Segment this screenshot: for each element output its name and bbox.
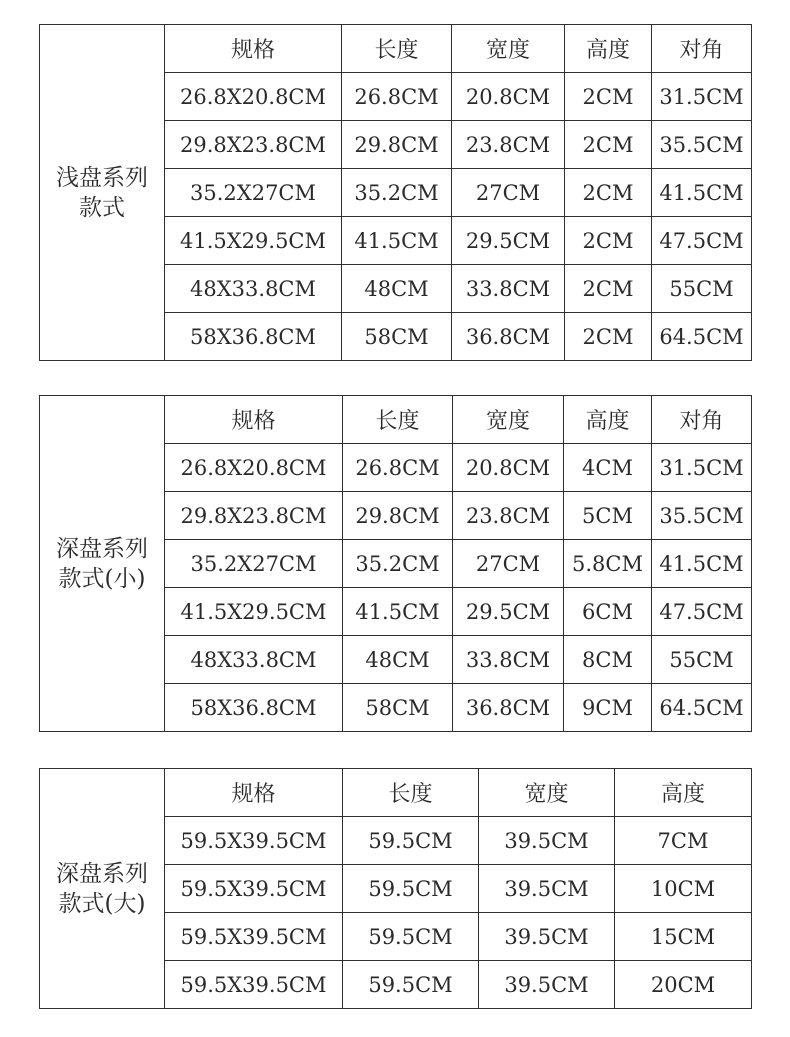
cell-length: 26.8CM: [342, 73, 452, 121]
series-label: [40, 769, 165, 1009]
cell-height: 6CM: [564, 588, 652, 636]
cell-length: 58CM: [342, 313, 452, 361]
table-header-row: [40, 396, 752, 444]
cell-height: 20CM: [615, 961, 752, 1009]
cell-width: 27CM: [452, 169, 565, 217]
cell-width: 23.8CM: [453, 492, 564, 540]
cell-length: 48CM: [342, 265, 452, 313]
cell-length: 41.5CM: [342, 217, 452, 265]
header-height: 高度: [615, 769, 752, 817]
cell-length: 26.8CM: [343, 444, 453, 492]
cell-width: 33.8CM: [452, 265, 565, 313]
cell-width: 39.5CM: [479, 913, 615, 961]
cell-spec: 48X33.8CM: [165, 265, 342, 313]
header-spec: 规格: [165, 25, 342, 73]
cell-height: 2CM: [565, 73, 652, 121]
cell-height: 4CM: [564, 444, 652, 492]
cell-width: 36.8CM: [453, 684, 564, 732]
series-label-line1: 深盘系列: [56, 860, 148, 887]
cell-height: 9CM: [564, 684, 652, 732]
series-label-line2: 款式(小): [58, 565, 146, 592]
header-diagonal: 对角: [652, 25, 752, 73]
deep-tray-large-spec-table: [39, 768, 752, 1009]
header-height: 高度: [564, 396, 652, 444]
cell-spec: 41.5X29.5CM: [165, 588, 343, 636]
cell-spec: 26.8X20.8CM: [165, 444, 343, 492]
deep-tray-small-spec-table: [39, 395, 752, 732]
cell-spec: 58X36.8CM: [165, 313, 342, 361]
table-header-row: [40, 769, 752, 817]
cell-length: 48CM: [343, 636, 453, 684]
cell-width: 39.5CM: [479, 817, 615, 865]
cell-diagonal: 47.5CM: [652, 588, 752, 636]
cell-diagonal: 64.5CM: [652, 313, 752, 361]
table-header-row: [40, 25, 752, 73]
cell-width: 39.5CM: [479, 865, 615, 913]
cell-diagonal: 55CM: [652, 636, 752, 684]
series-label-line1: 浅盘系列: [56, 164, 148, 191]
cell-width: 29.5CM: [453, 588, 564, 636]
cell-spec: 35.2X27CM: [165, 169, 342, 217]
cell-width: 20.8CM: [452, 73, 565, 121]
header-diagonal: 对角: [652, 396, 752, 444]
cell-height: 2CM: [565, 217, 652, 265]
series-label-line2: 款式(大): [58, 890, 146, 917]
cell-diagonal: 35.5CM: [652, 121, 752, 169]
cell-height: 2CM: [565, 121, 652, 169]
header-width: 宽度: [479, 769, 615, 817]
series-label: [40, 25, 165, 361]
cell-spec: 35.2X27CM: [165, 540, 343, 588]
series-label-line1: 深盘系列: [56, 535, 148, 562]
cell-diagonal: 41.5CM: [652, 169, 752, 217]
cell-length: 29.8CM: [342, 121, 452, 169]
cell-width: 23.8CM: [452, 121, 565, 169]
cell-spec: 59.5X39.5CM: [165, 913, 343, 961]
cell-spec: 29.8X23.8CM: [165, 492, 343, 540]
cell-spec: 26.8X20.8CM: [165, 73, 342, 121]
cell-length: 41.5CM: [343, 588, 453, 636]
cell-width: 29.5CM: [452, 217, 565, 265]
header-width: 宽度: [452, 25, 565, 73]
cell-height: 8CM: [564, 636, 652, 684]
cell-diagonal: 41.5CM: [652, 540, 752, 588]
cell-spec: 58X36.8CM: [165, 684, 343, 732]
cell-length: 35.2CM: [342, 169, 452, 217]
cell-diagonal: 35.5CM: [652, 492, 752, 540]
header-length: 长度: [343, 769, 479, 817]
cell-width: 36.8CM: [452, 313, 565, 361]
cell-height: 2CM: [565, 169, 652, 217]
cell-height: 5.8CM: [564, 540, 652, 588]
cell-width: 27CM: [453, 540, 564, 588]
cell-height: 7CM: [615, 817, 752, 865]
header-length: 长度: [342, 25, 452, 73]
cell-width: 20.8CM: [453, 444, 564, 492]
cell-length: 59.5CM: [343, 961, 479, 1009]
cell-height: 15CM: [615, 913, 752, 961]
cell-width: 33.8CM: [453, 636, 564, 684]
header-spec: 规格: [165, 396, 343, 444]
cell-spec: 59.5X39.5CM: [165, 817, 343, 865]
cell-width: 39.5CM: [479, 961, 615, 1009]
cell-length: 29.8CM: [343, 492, 453, 540]
cell-length: 35.2CM: [343, 540, 453, 588]
cell-length: 58CM: [343, 684, 453, 732]
cell-height: 2CM: [565, 265, 652, 313]
shallow-tray-spec-table: [39, 24, 752, 361]
header-height: 高度: [565, 25, 652, 73]
cell-length: 59.5CM: [343, 865, 479, 913]
cell-height: 5CM: [564, 492, 652, 540]
series-label: [40, 396, 165, 732]
cell-spec: 59.5X39.5CM: [165, 865, 343, 913]
cell-spec: 59.5X39.5CM: [165, 961, 343, 1009]
header-spec: 规格: [165, 769, 343, 817]
series-label-line2: 款式: [79, 194, 125, 221]
cell-spec: 48X33.8CM: [165, 636, 343, 684]
cell-diagonal: 31.5CM: [652, 444, 752, 492]
cell-diagonal: 47.5CM: [652, 217, 752, 265]
cell-length: 59.5CM: [343, 817, 479, 865]
cell-spec: 41.5X29.5CM: [165, 217, 342, 265]
cell-diagonal: 31.5CM: [652, 73, 752, 121]
cell-length: 59.5CM: [343, 913, 479, 961]
cell-diagonal: 64.5CM: [652, 684, 752, 732]
cell-height: 10CM: [615, 865, 752, 913]
cell-height: 2CM: [565, 313, 652, 361]
cell-diagonal: 55CM: [652, 265, 752, 313]
cell-spec: 29.8X23.8CM: [165, 121, 342, 169]
header-width: 宽度: [453, 396, 564, 444]
header-length: 长度: [343, 396, 453, 444]
